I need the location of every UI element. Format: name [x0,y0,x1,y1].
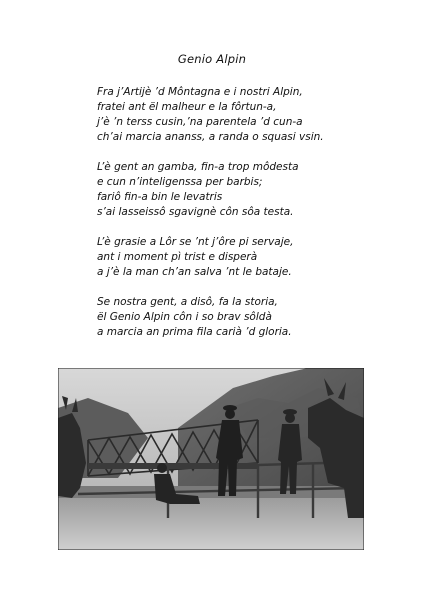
poem-line: e cun n’inteligenssa per barbis; [97,176,263,188]
stanza-3 [97,235,397,280]
poem-line: j’è ’n terss cusin,’na parentela ’d cun-a [97,116,303,128]
poem-line: L’è gent an gamba, fin-a trop môdesta [97,161,299,173]
poem-title: Genio Alpin [177,52,247,66]
stanza-4 [97,295,397,340]
poem-line: ël Genio Alpin côn i so brav sôldà [97,311,272,323]
poem-line: a marcia an prima fila carià ’d gloria. [97,326,292,338]
poem-line: s’ai lasseissô sgavignè côn sôa testa. [97,206,294,218]
poem-line: Se nostra gent, a disô, fa la storia, [97,296,278,308]
historical-photo [58,368,364,550]
poem-line: L’è grasie a Lôr se ’nt j’ôre pi servaje, [97,236,294,248]
poem-line: a j’è la man ch’an salva ’nt le bataje. [97,266,292,278]
stanza-2 [97,160,397,220]
poem-line: Fra j’Artijè ’d Môntagna e i nostri Alpin, [97,86,303,98]
poem-body [97,85,397,355]
poem-line: fratei ant ël malheur e la fôrtun-a, [97,101,277,113]
photo-illustration [58,368,364,550]
poem-line: fariô fin-a bin le levatris [97,191,223,203]
stanza-1 [97,85,397,145]
poem-line: ch’ai marcia ananss, a randa o squasi vsin. [97,131,324,143]
poem-line: ant i moment pì trist e disperà [97,251,258,263]
